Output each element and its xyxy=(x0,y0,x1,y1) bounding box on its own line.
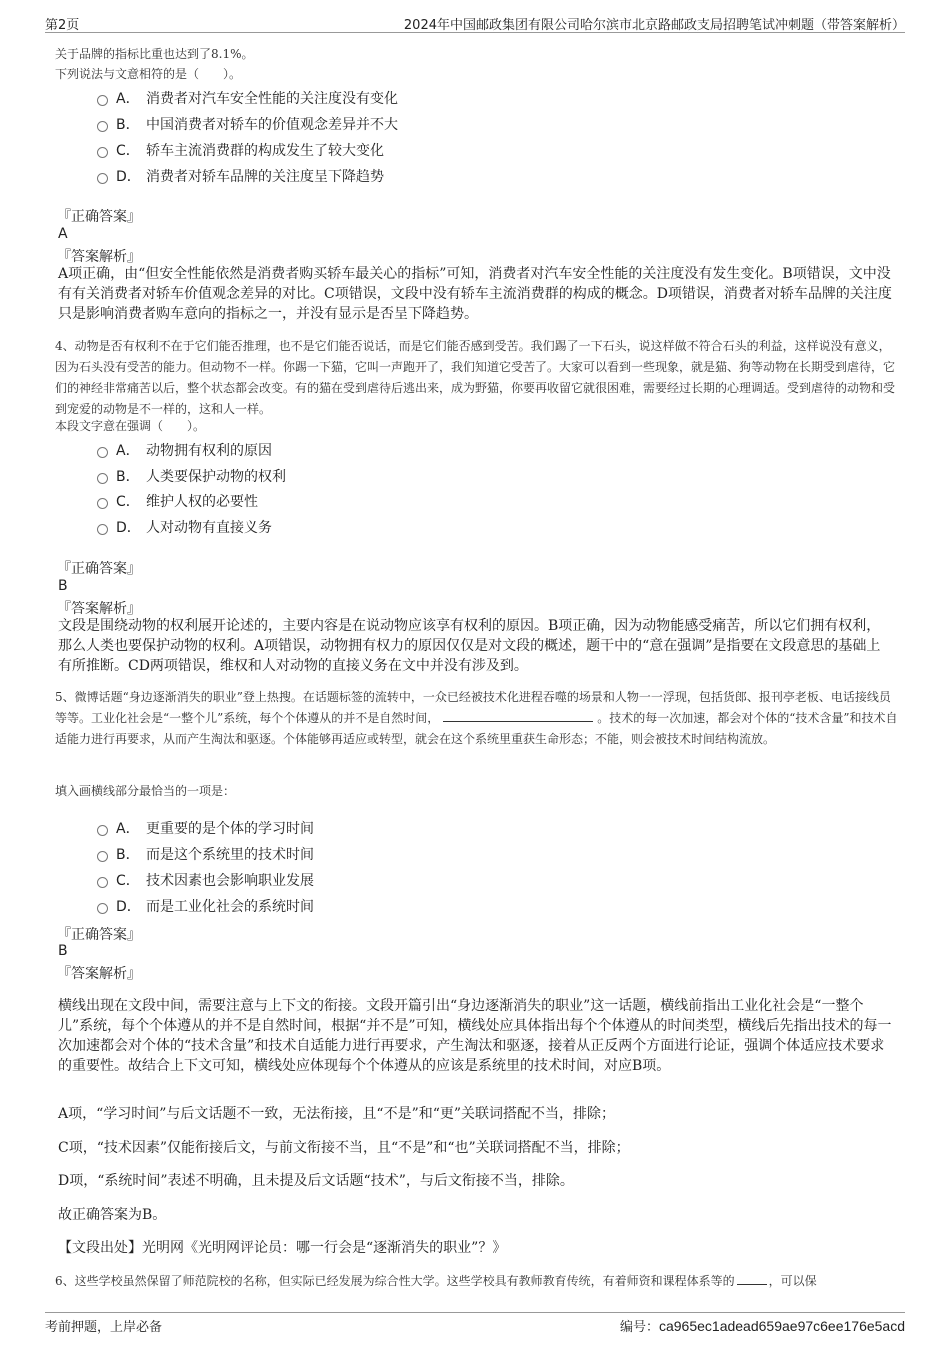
q3-option-d[interactable]: D． 消费者对轿车品牌的关注度呈下降趋势 xyxy=(97,166,384,186)
q5-option-a[interactable]: A． 更重要的是个体的学习时间 xyxy=(97,818,314,838)
q3-stem: 下列说法与文意相符的是（ ）。 xyxy=(55,67,242,81)
page-footer xyxy=(45,1312,905,1337)
radio-icon[interactable] xyxy=(97,173,108,184)
q3-option-a[interactable]: A． 消费者对汽车安全性能的关注度没有变化 xyxy=(97,88,398,108)
q5-passage: 5、微博话题“身边逐渐消失的职业”登上热搜。在话题标签的流转中，一众已经被技术化进程吞噬的场景和人物一一浮现，包括货郎、报刊亭老板、电话接线员等等。工业化社会是“一整个儿”系统，每个个体遵从的并不是自然时间， 。技术的每一次加速，都会对个体的“技术含量”和技术自适能力进行再要求，从而产生淘汰和驱逐。个体能够再适应或转型，就会在这个系统里重获生命形态；不能，则会被技术时间结构流放。 xyxy=(55,690,898,746)
q5-answer-label: 『正确答案』 xyxy=(57,927,141,943)
q5-analysis-para-1: 横线出现在文段中间，需要注意与上下文的衔接。文段开篇引出“身边逐渐消失的职业”这一话题，横线前指出工业化社会是“一整个儿”系统，每个个体遵从的并不是自然时间，根据“并不是”可知，横线处应具体指出每个个体遵从的时间类型，横线后先指出技术的每一次加速都会对个体的“技术含量”和技术自适能力进行再要求，产生淘汰和驱逐，接着从正反两个方面进行论证，强调个体适应技术要求的重要性。故结合上下文可知，横线处应体现每个个体遵从的应该是系统里的技术时间，对应B项。 xyxy=(58,998,892,1074)
fill-blank xyxy=(443,709,593,722)
q4-option-c[interactable]: C． 维护人权的必要性 xyxy=(97,491,258,511)
q4-option-a[interactable]: A． 动物拥有权利的原因 xyxy=(97,440,272,460)
q3-answer: A xyxy=(58,226,68,242)
q4-analysis: 文段是围绕动物的权利展开论述的，主要内容是在说动物应该享有权利的原因。B项正确，因为动物能感受痛苦，所以它们拥有权利，那么人类也要保护动物的权利。A项错误，动物拥有权力的原因仅仅是对文段的概述，题干中的“意在强调”是指要在文段意思的基础上有所推断。CD两项错误，维权和人对动物的直接义务在文中并没有涉及到。 xyxy=(58,618,881,674)
footer-slogan: 考前押题，上岸必备 xyxy=(45,1320,163,1335)
q3-option-b[interactable]: B． 中国消费者对轿车的价值观念差异并不大 xyxy=(97,114,398,134)
q5-stem: 填入画横线部分最恰当的一项是： xyxy=(55,784,236,798)
radio-icon[interactable] xyxy=(97,147,108,158)
page-header xyxy=(45,10,905,33)
q3-option-c[interactable]: C． 轿车主流消费群的构成发生了较大变化 xyxy=(97,140,384,160)
radio-icon[interactable] xyxy=(97,447,108,458)
q5-answer: B xyxy=(58,943,68,959)
radio-icon[interactable] xyxy=(97,877,108,888)
q4-answer-label: 『正确答案』 xyxy=(57,561,141,577)
q4-analysis-label: 『答案解析』 xyxy=(57,601,141,617)
q3-analysis: A项正确，由“但安全性能依然是消费者购买轿车最关心的指标”可知，消费者对汽车安全性能的关注度没有发生变化。B项错误，文中没有有关消费者对轿车价值观念差异的对比。C项错误，文段中没有轿车主流消费群的构成的概念。D项错误，消费者对轿车品牌的关注度只是影响消费者购车意向的指标之一，并没有显示是否呈下降趋势。 xyxy=(58,266,892,322)
radio-icon[interactable] xyxy=(97,121,108,132)
q4-passage: 4、动物是否有权利不在于它们能否推理，也不是它们能否说话，而是它们能否感到受苦。我们踢了一下石头，说这样做不符合石头的利益，这样说没有意义，因为石头没有受苦的能力。但动物不一样。你踢一下猫，它叫一声跑开了，我们知道它受苦了。大家可以看到一些现象，就是猫、狗等动物在长期受到虐待，它们的神经非常痛苦以后，整个状态都会改变。有的猫在受到虐待后逃出来，成为野猫，你要再收留它就很困难，需要经过长期的心理调适。受到虐待的动物和受到宠爱的动物是不一样的，这和人一样。 xyxy=(55,339,896,416)
document-title: 2024年中国邮政集团有限公司哈尔滨市北京路邮政支局招聘笔试冲刺题（带答案解析） xyxy=(403,18,905,33)
q3-analysis-label: 『答案解析』 xyxy=(57,249,141,265)
q6-passage: 6、这些学校虽然保留了师范院校的名称，但实际已经发展为综合性大学。这些学校具有教师教育传统，有着师资和课程体系等的 ，可以保 xyxy=(55,1274,817,1288)
radio-icon[interactable] xyxy=(97,95,108,106)
q3-answer-label: 『正确答案』 xyxy=(57,209,141,225)
q5-analysis-para-5: 故正确答案为B。 xyxy=(58,1207,167,1223)
fill-blank xyxy=(737,1272,767,1285)
q5-analysis-label: 『答案解析』 xyxy=(57,966,141,982)
radio-icon[interactable] xyxy=(97,903,108,914)
radio-icon[interactable] xyxy=(97,851,108,862)
q4-answer: B xyxy=(58,578,68,594)
radio-icon[interactable] xyxy=(97,825,108,836)
q5-analysis-para-2: A项，“学习时间”与后文话题不一致，无法衔接，且“不是”和“更”关联词搭配不当，排除； xyxy=(58,1106,616,1122)
q3-passage-tail: 关于品牌的指标比重也达到了8.1%。 xyxy=(55,47,254,61)
q4-option-d[interactable]: D． 人对动物有直接义务 xyxy=(97,517,272,537)
document-code: 编号：ca965ec1adead659ae97c6ee176e5acd xyxy=(619,1318,905,1335)
q4-stem: 本段文字意在强调（ ）。 xyxy=(55,419,206,433)
radio-icon[interactable] xyxy=(97,498,108,509)
page-number: 第2页 xyxy=(45,18,80,33)
q5-analysis-para-4: D项，“系统时间”表述不明确，且未提及后文话题“技术”，与后文衔接不当，排除。 xyxy=(58,1173,574,1189)
q5-option-c[interactable]: C． 技术因素也会影响职业发展 xyxy=(97,870,314,890)
radio-icon[interactable] xyxy=(97,473,108,484)
q5-option-d[interactable]: D． 而是工业化社会的系统时间 xyxy=(97,896,314,916)
q4-option-b[interactable]: B． 人类要保护动物的权利 xyxy=(97,466,286,486)
q5-option-b[interactable]: B． 而是这个系统里的技术时间 xyxy=(97,844,314,864)
q5-analysis-para-3: C项，“技术因素”仅能衔接后文，与前文衔接不当，且“不是”和“也”关联词搭配不当，排除； xyxy=(58,1140,630,1156)
radio-icon[interactable] xyxy=(97,524,108,535)
q5-source: 【文段出处】光明网《光明网评论员：哪一行会是“逐渐消失的职业”？》 xyxy=(58,1240,507,1256)
